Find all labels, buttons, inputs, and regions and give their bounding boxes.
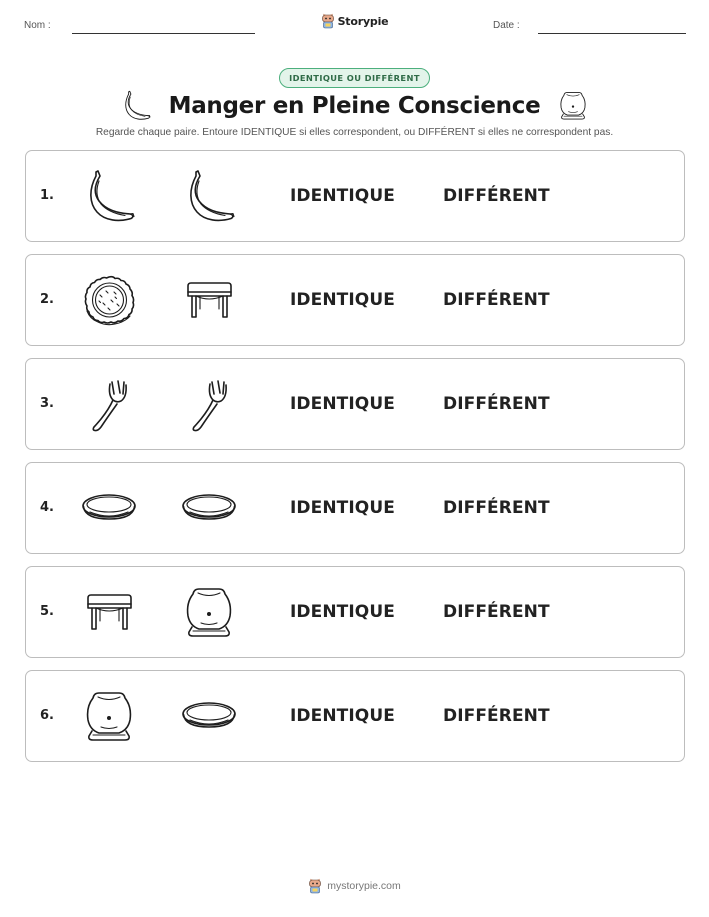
different-option[interactable]: DIFFÉRENT (443, 602, 550, 622)
brand-name: Storypie (337, 14, 389, 28)
identique-option[interactable]: IDENTIQUE (290, 186, 395, 206)
different-option[interactable]: DIFFÉRENT (443, 394, 550, 414)
identique-option[interactable]: IDENTIQUE (290, 706, 395, 726)
pie-icon (79, 271, 139, 331)
footer (0, 878, 709, 898)
scale-icon (79, 687, 139, 747)
question-number: 2. (40, 292, 54, 307)
page-title: Manger en Pleine Conscience (168, 93, 541, 119)
plate-icon (79, 479, 139, 539)
name-line[interactable] (72, 33, 255, 34)
question-row (25, 150, 685, 242)
identique-option[interactable]: IDENTIQUE (290, 498, 395, 518)
question-number: 3. (40, 396, 54, 411)
plate-icon (179, 687, 239, 747)
question-row (25, 462, 685, 554)
name-label: Nom : (24, 20, 51, 31)
plate-icon (179, 479, 239, 539)
different-option[interactable]: DIFFÉRENT (443, 290, 550, 310)
question-row (25, 254, 685, 346)
storypie-logo-icon (321, 13, 335, 29)
different-option[interactable]: DIFFÉRENT (443, 706, 550, 726)
question-number: 6. (40, 708, 54, 723)
instructions: Regarde chaque paire. Entoure IDENTIQUE si elles correspondent, ou DIFFÉRENT si elles ne correspondent pas. (95, 127, 614, 138)
brand-header (0, 13, 709, 33)
question-number: 1. (40, 188, 54, 203)
title-row (0, 89, 709, 123)
scale-icon (179, 583, 239, 643)
different-option[interactable]: DIFFÉRENT (443, 498, 550, 518)
question-row (25, 670, 685, 762)
scale-icon (556, 89, 590, 123)
fork-icon (79, 375, 139, 435)
storypie-logo-icon (308, 878, 322, 894)
question-number: 5. (40, 604, 54, 619)
banana-icon (119, 89, 153, 123)
date-line[interactable] (538, 33, 686, 34)
banana-icon (179, 167, 239, 227)
different-option[interactable]: DIFFÉRENT (443, 186, 550, 206)
identique-option[interactable]: IDENTIQUE (290, 290, 395, 310)
question-number: 4. (40, 500, 54, 515)
identique-option[interactable]: IDENTIQUE (290, 602, 395, 622)
footer-link[interactable]: mystorypie.com (327, 880, 401, 892)
date-label: Date : (493, 20, 520, 31)
table-icon (79, 583, 139, 643)
question-row (25, 566, 685, 658)
activity-badge: IDENTIQUE OU DIFFÉRENT (279, 68, 430, 88)
identique-option[interactable]: IDENTIQUE (290, 394, 395, 414)
question-row (25, 358, 685, 450)
banana-icon (79, 167, 139, 227)
fork-icon (179, 375, 239, 435)
table-icon (179, 271, 239, 331)
